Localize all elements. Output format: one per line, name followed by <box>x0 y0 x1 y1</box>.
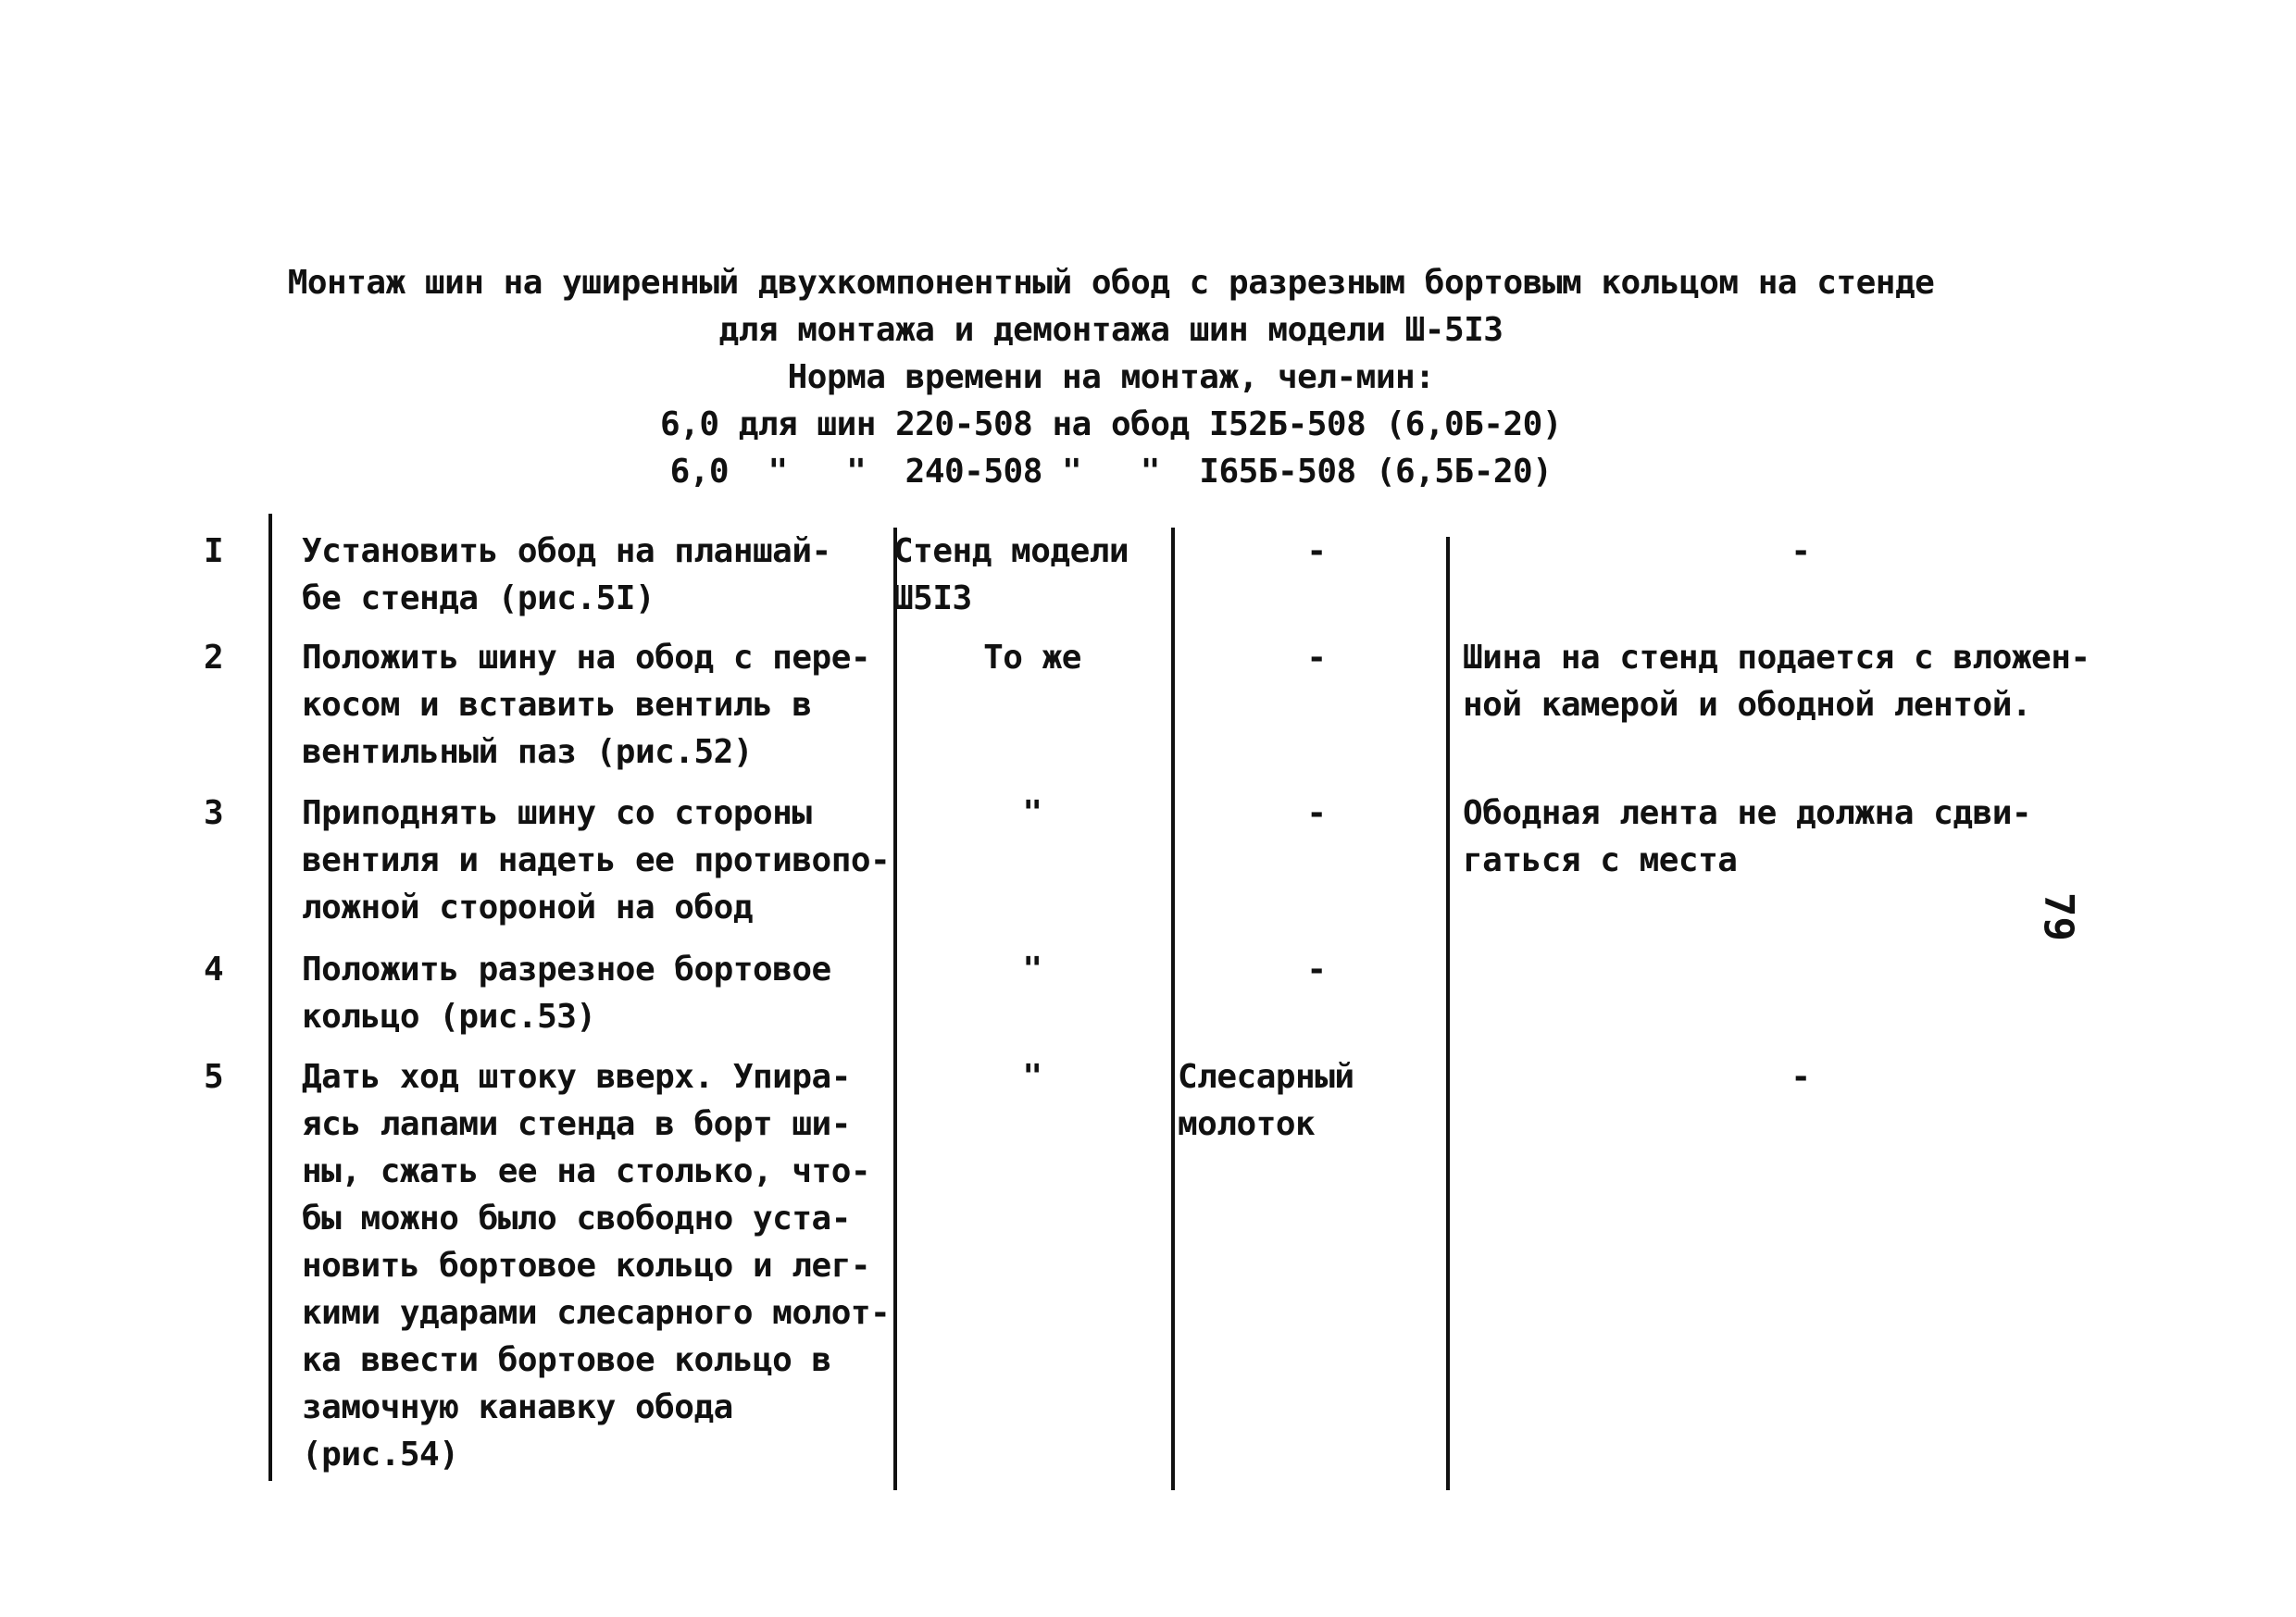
tool-text: - <box>1306 532 1327 570</box>
time-norm-label: Норма времени на монтаж, чел-мин: <box>787 358 1435 396</box>
equipment-text: " <box>1022 794 1042 832</box>
row-number: I <box>204 532 224 570</box>
operations-table <box>0 514 2222 1532</box>
equipment-text: Стенд модели Ш5I3 <box>893 532 1129 617</box>
operation-text: Установить обод на планшай- бе стенда (рис.5I) <box>302 532 831 617</box>
note-text: Ободная лента не должна сдви- гаться с места <box>1463 794 2032 879</box>
tool-text: - <box>1306 639 1327 677</box>
operation-text: Приподнять шину со стороны вентиля и надеть ее противопо- ложной стороной на обод <box>302 794 891 927</box>
operation-text: Положить разрезное бортовое кольцо (рис.53) <box>302 951 831 1036</box>
equipment-text: " <box>1022 1058 1042 1096</box>
time-norm-line-1: 6,0 для шин 220-508 на обод I52Б-508 (6,0Б-20) <box>660 405 1562 443</box>
title-line-2: для монтажа и демонтажа шин модели Ш-5I3 <box>718 311 1504 349</box>
row-number: 3 <box>204 794 224 832</box>
note-text: Шина на стенд подается с вложен- ной камерой и ободной лентой. <box>1463 639 2090 724</box>
time-norm-line-2: 6,0 " " 240-508 " " I65Б-508 (6,5Б-20) <box>669 453 1553 491</box>
column-divider-3 <box>1171 528 1175 1490</box>
operation-text: Положить шину на обод с пере- косом и вставить вентиль в вентильный паз (рис.52) <box>302 639 871 771</box>
note-text: - <box>1791 1058 1811 1096</box>
document-header <box>0 259 2222 495</box>
row-number: 5 <box>204 1058 224 1096</box>
operation-text: Дать ход штоку вверх. Упира- ясь лапами стенда в борт ши- ны, сжать ее на столько, что- бы можно было свободно уста- новить бортовое кольцо и лег- кими ударами слесарного молот- ка ввести бортовое кольцо в замочную канавку обода (рис.54) <box>302 1058 891 1474</box>
tool-text: Слесарный молоток <box>1178 1058 1354 1143</box>
row-number: 4 <box>204 951 224 989</box>
tool-text: - <box>1306 794 1327 832</box>
equipment-text: То же <box>983 639 1081 677</box>
equipment-text: " <box>1022 951 1042 989</box>
title-line-1: Монтаж шин на уширенный двухкомпонентный обод с разрезным бортовым кольцом на стенде <box>287 264 1935 302</box>
column-divider-1 <box>268 514 272 1481</box>
row-number: 2 <box>204 639 224 677</box>
page-number: 79 <box>2034 892 2082 941</box>
note-text: - <box>1791 532 1811 570</box>
tool-text: - <box>1306 951 1327 989</box>
